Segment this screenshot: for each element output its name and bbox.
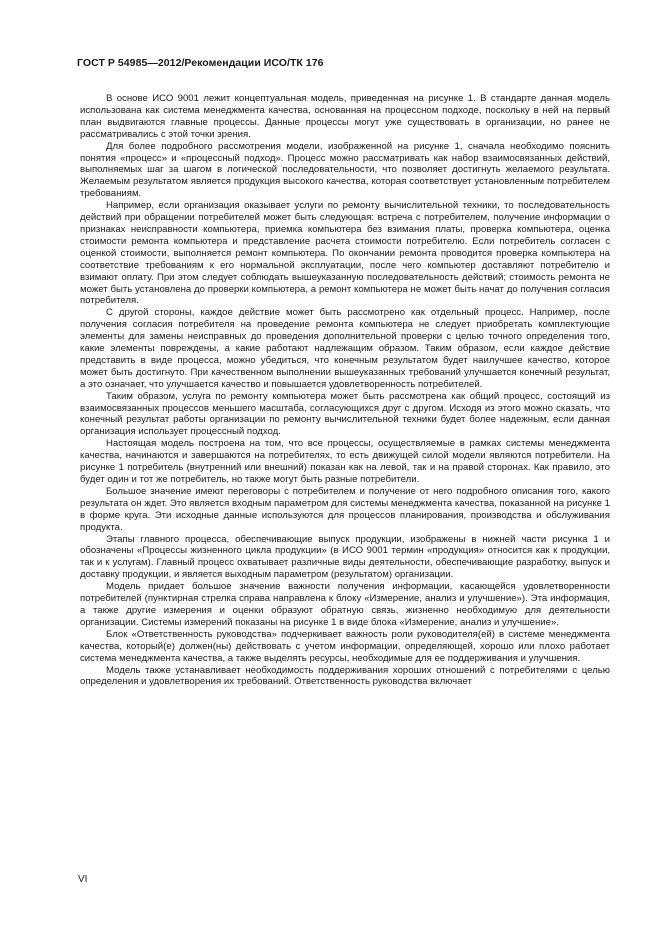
paragraph-3: Например, если организация оказывает услуги по ремонту вычислительной техники, то последовательность действий при обращении потребителей может быть следующая: встреча с потребителем, получение информации о признаках неисправности компьютера, приемка компьютера без взимания платы, проверка компьютера, оценка стоимости ремонта компьютера и представление расчета стоимости потребителю. Если потребитель согласен с оценкой стоимости, выполняется ремонт компьютера. По окончании ремонта проводится проверка компьютера на соответствие требованиям к его нормальной эксплуатации, после чего компьютер доставляют потребителю и взимают оплату. При этом следует соблюдать вышеуказанную последовательность действий; стоимость ремонта не может быть установлена до проверки компьютера, а ремонт компьютера не может быть начат до получения согласия потребителя. xyxy=(80,200,610,307)
paragraph-4: С другой стороны, каждое действие может быть рассмотрено как отдельный процесс. Например, после получения согласия потребителя на проведение ремонта компьютера не следует приобретать комплектующие элементы для замены неисправных до проведения дополнительной проверки с целью точного определения того, какие элементы повреждены, а какие работают надлежащим образом. Таким образом, если каждое действие представить в виде процесса, можно убедиться, что конечным результатом будет наилучшее качество, которое может быть достигнуто. При качественном выполнении вышеуказанных требований улучшается конечный результат, а это означает, что улучшается качество и повышается удовлетворенность потребителей. xyxy=(80,307,610,390)
paragraph-11: Модель также устанавливает необходимость поддерживания хороших отношений с потребителями с целью определения и удовлетворения их требований. Ответственность руководства включает xyxy=(80,664,610,688)
paragraph-6: Настоящая модель построена на том, что все процессы, осуществляемые в рамках системы менеджмента качества, начинаются и завершаются на потребителях, то есть движущей силой модели являются потребители. На рисунке 1 потребитель (внутренний или внешний) показан как на левой, так и на правой сторонах. Как правило, это будет один и тот же потребитель, но также могут быть разные потребители. xyxy=(80,438,610,485)
paragraph-10: Блок «Ответственность руководства» подчеркивает важность роли руководителя(ей) в системе менеджмента качества, который(е) должен(ны) действовать с учетом информации, определяющей, хорошо или плохо работает система менеджмента качества, а также выделять ресурсы, необходимые для ее поддерживания и улучшения. xyxy=(80,628,610,664)
document-header: ГОСТ Р 54985—2012/Рекомендации ИСО/ТК 176 xyxy=(77,57,324,69)
paragraph-7: Большое значение имеют переговоры с потребителем и получение от него подробного описания того, какого результата он ждет. Это является входным параметром для системы менеджмента качества, показанной на рисунке 1 в форме круга. Эти исходные данные используются для процессов планирования, производства и обслуживания продукта. xyxy=(80,485,610,533)
page-number: VI xyxy=(78,874,88,885)
paragraph-2: Для более подробного рассмотрения модели, изображенной на рисунке 1, сначала необходимо пояснить понятия «процесс» и «процессный подход». Процесс можно рассматривать как набор взаимосвязанных действий, выполняемых шаг за шагом в логической последовательности, что позволяет достигнуть желаемого результата. Желаемым результатом является продукция высокого качества, которая соответствует установленным потребителем требованиям. xyxy=(80,140,610,200)
paragraph-9: Модель придает большое значение важности получения информации, касающейся удовлетворенности потребителей (пунктирная стрелка справа направлена к блоку «Измерение, анализ и улучшение»). Эта информация, а также другие измерения и оценки образуют обратную связь, жизненно необходимую для деятельности организации. Системы измерений показаны на рисунке 1 в виде блока «Измерение, анализ и улучшение». xyxy=(80,581,610,628)
paragraph-1: В основе ИСО 9001 лежит концептуальная модель, приведенная на рисунке 1. В стандарте данная модель использована как система менеджмента качества, основанная на процессном подходе, поскольку в ней на первый план выдвигаются главные процессы. Данные процессы могут уже существовать в организации, но ранее не рассматривались с этой точки зрения. xyxy=(80,93,610,140)
document-body xyxy=(80,93,610,688)
paragraph-5: Таким образом, услуга по ремонту компьютера может быть рассмотрена как общий процесс, состоящий из взаимосвязанных процессов меньшего масштаба, согласующихся друг с другом. Исходя из этого можно сказать, что конечный результат работы организации по ремонту вычислительной техники будет более надежным, если данная организация использует процессный подход. xyxy=(80,390,610,438)
paragraph-8: Этапы главного процесса, обеспечивающие выпуск продукции, изображены в нижней части рисунка 1 и обозначены «Процессы жизненного цикла продукции» (в ИСО 9001 термин «продукция» относится как к продукции, так и к услугам). Главный процесс охватывает различные виды деятельности, обеспечивающие разработку, выпуск и доставку продукции, и является выходным параметром (результатом) организации. xyxy=(80,533,610,581)
